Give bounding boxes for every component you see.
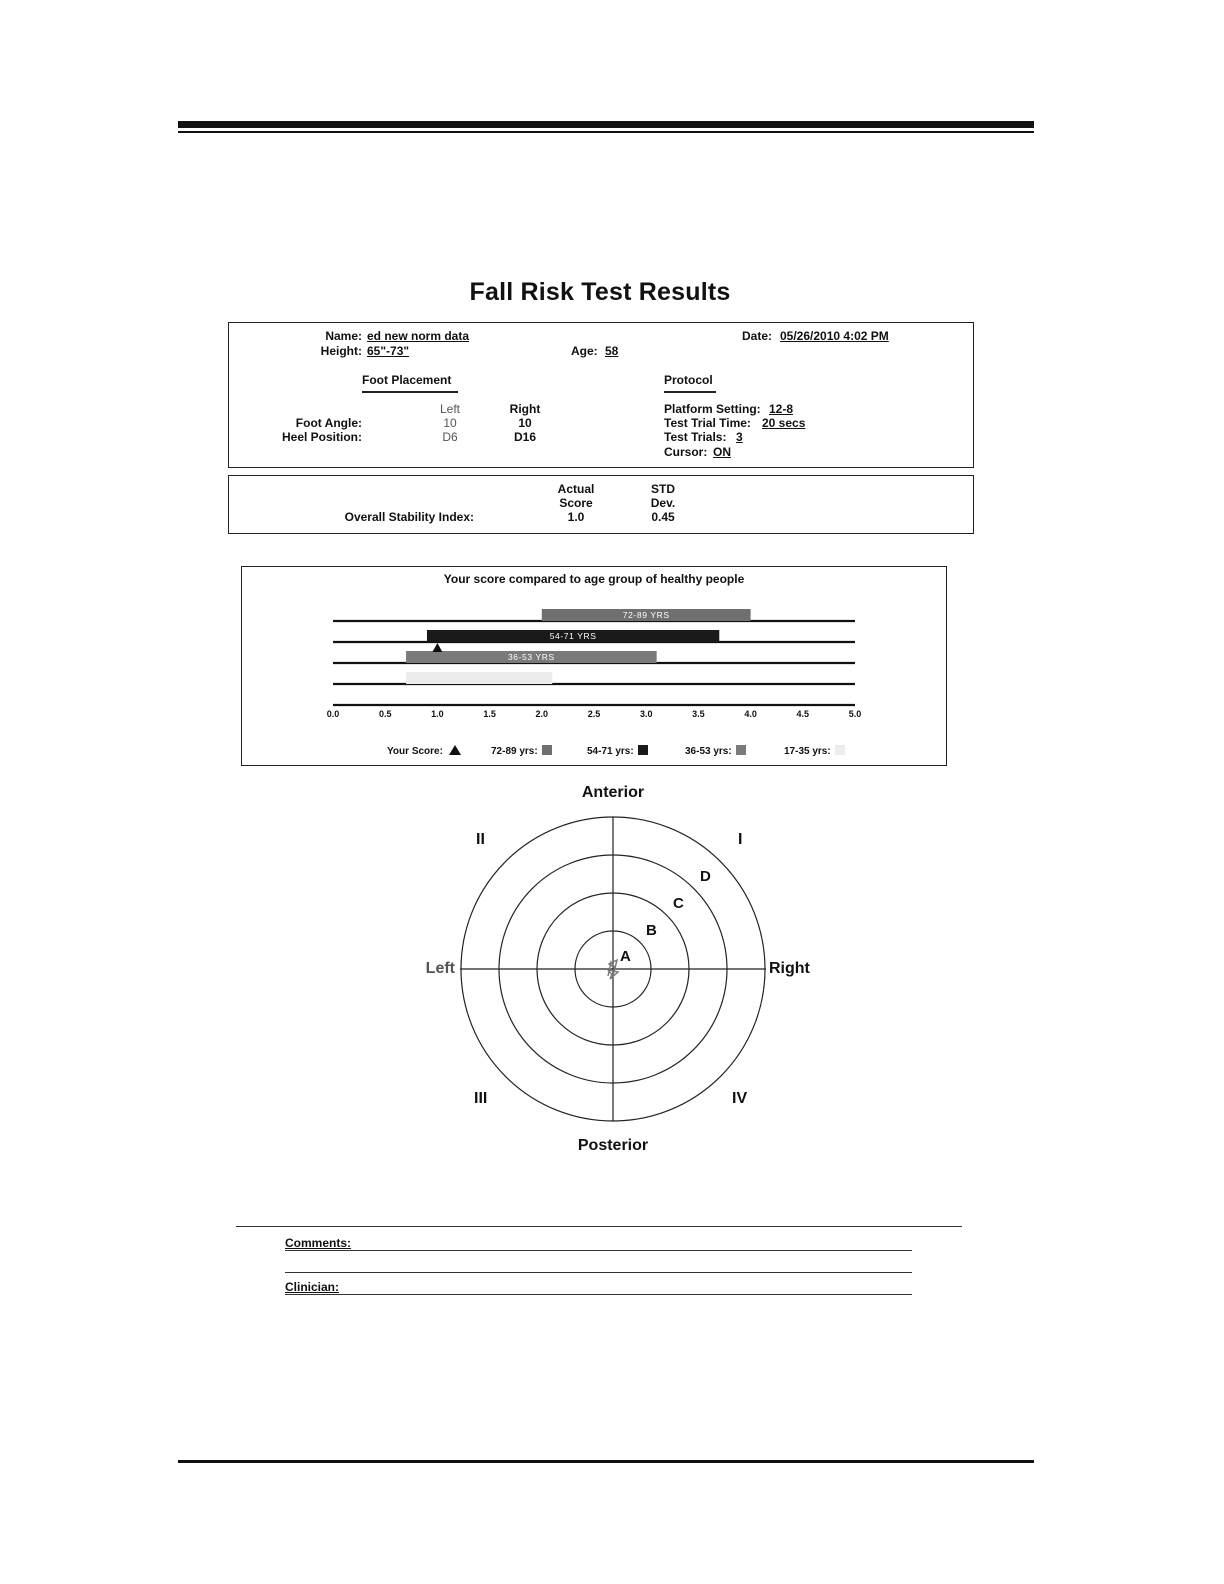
anterior-label: Anterior bbox=[581, 784, 645, 801]
legend-72-89 bbox=[491, 745, 552, 757]
trial-time-label: Test Trial Time: bbox=[664, 416, 751, 430]
x-tick-label-4: 2.0 bbox=[535, 709, 549, 719]
foot-placement-underline bbox=[362, 391, 458, 393]
age-value: 58 bbox=[605, 344, 619, 358]
left-col-header: Left bbox=[439, 402, 460, 416]
x-tick-label-0: 0.0 bbox=[326, 709, 340, 719]
legend-54-71-label: 54-71 yrs: bbox=[587, 746, 634, 757]
std-header-1: STD bbox=[651, 482, 675, 496]
legend-36-53-swatch bbox=[736, 745, 746, 755]
quadrant-i: I bbox=[738, 831, 743, 848]
legend-36-53-label: 36-53 yrs: bbox=[685, 746, 732, 757]
platform-setting-label: Platform Setting: bbox=[664, 402, 761, 416]
posterior-label: Posterior bbox=[577, 1137, 649, 1154]
your-score-marker bbox=[432, 643, 442, 652]
name-label: Name: bbox=[325, 329, 362, 343]
quadrant-iv: IV bbox=[732, 1090, 748, 1107]
range-bar-label-1: 54-71 YRS bbox=[549, 631, 597, 641]
x-tick-label-7: 3.5 bbox=[692, 709, 705, 719]
left-label: Left bbox=[425, 960, 455, 977]
ring-label-a: A bbox=[620, 948, 631, 965]
actual-header-2: Score bbox=[559, 496, 593, 510]
std-dev-value: 0.45 bbox=[651, 510, 675, 524]
actual-header-1: Actual bbox=[557, 482, 595, 496]
date-value: 05/26/2010 4:02 PM bbox=[780, 329, 889, 343]
x-tick-label-2: 1.0 bbox=[431, 709, 444, 719]
age-comparison-chart bbox=[241, 566, 947, 766]
x-tick-label-10: 5.0 bbox=[848, 709, 862, 719]
range-bar-3 bbox=[406, 672, 552, 684]
chart-title: Your score compared to age group of healthy people bbox=[443, 572, 745, 586]
protocol-heading: Protocol bbox=[664, 373, 713, 387]
foot-angle-label: Foot Angle: bbox=[295, 416, 362, 430]
ring-label-b: B bbox=[646, 922, 657, 939]
ring-label-d: D bbox=[700, 868, 711, 885]
foot-placement-heading: Foot Placement bbox=[362, 373, 452, 387]
stability-target-diagram bbox=[440, 800, 790, 1140]
comments-label: Comments: bbox=[285, 1236, 352, 1250]
your-score-marker-icon bbox=[449, 745, 461, 755]
trial-time-value: 20 secs bbox=[762, 416, 806, 430]
header-rule-thin bbox=[178, 131, 1034, 133]
legend-17-35 bbox=[784, 745, 845, 757]
test-trials-label: Test Trials: bbox=[664, 430, 727, 444]
legend-17-35-swatch bbox=[835, 745, 845, 755]
x-tick-label-8: 4.0 bbox=[744, 709, 757, 719]
x-tick-label-1: 0.5 bbox=[378, 709, 392, 719]
heel-position-label: Heel Position: bbox=[281, 430, 362, 444]
legend-54-71-swatch bbox=[638, 745, 648, 755]
cursor-label: Cursor: bbox=[664, 445, 708, 459]
range-bar-label-0: 72-89 YRS bbox=[622, 610, 670, 620]
legend-54-71 bbox=[587, 745, 648, 757]
platform-setting-value: 12-8 bbox=[769, 402, 794, 416]
comments-line-2[interactable] bbox=[285, 1272, 912, 1273]
clinician-label: Clinician: bbox=[285, 1280, 340, 1294]
height-label: Height: bbox=[320, 344, 362, 358]
actual-score-value: 1.0 bbox=[567, 510, 585, 524]
footer-rule bbox=[178, 1460, 1034, 1463]
legend-your-score bbox=[387, 745, 461, 757]
footer-separator bbox=[236, 1226, 962, 1227]
x-tick-label-6: 3.0 bbox=[639, 709, 653, 719]
x-tick-label-3: 1.5 bbox=[483, 709, 496, 719]
header-rule-thick bbox=[178, 121, 1034, 128]
foot-angle-right: 10 bbox=[518, 416, 532, 430]
legend-72-89-swatch bbox=[542, 745, 552, 755]
foot-angle-left: 10 bbox=[443, 416, 457, 430]
legend-your-score-label: Your Score: bbox=[387, 746, 443, 757]
protocol-underline bbox=[664, 391, 716, 393]
x-tick-label-5: 2.5 bbox=[587, 709, 601, 719]
legend-36-53 bbox=[685, 745, 746, 757]
report-title: Fall Risk Test Results bbox=[469, 278, 731, 306]
heel-position-left: D6 bbox=[442, 430, 458, 444]
right-label: Right bbox=[769, 960, 810, 977]
std-header-2: Dev. bbox=[650, 496, 676, 510]
comments-line-1[interactable] bbox=[285, 1250, 912, 1251]
x-tick-label-9: 4.5 bbox=[796, 709, 810, 719]
range-bar-label-2: 36-53 YRS bbox=[507, 652, 555, 662]
name-value: ed new norm data bbox=[367, 329, 470, 343]
quadrant-iii: III bbox=[474, 1090, 488, 1107]
date-label: Date: bbox=[742, 329, 773, 343]
right-col-header: Right bbox=[509, 402, 541, 416]
quadrant-ii: II bbox=[476, 831, 485, 848]
test-trials-value: 3 bbox=[736, 430, 743, 444]
heel-position-right: D16 bbox=[513, 430, 536, 444]
legend-72-89-label: 72-89 yrs: bbox=[491, 746, 538, 757]
ring-label-c: C bbox=[673, 895, 684, 912]
height-value: 65"-73" bbox=[367, 344, 410, 358]
overall-stability-label: Overall Stability Index: bbox=[344, 510, 474, 524]
clinician-line[interactable] bbox=[285, 1294, 912, 1295]
cursor-value: ON bbox=[713, 445, 731, 459]
age-label: Age: bbox=[571, 344, 598, 358]
legend-17-35-label: 17-35 yrs: bbox=[784, 746, 831, 757]
